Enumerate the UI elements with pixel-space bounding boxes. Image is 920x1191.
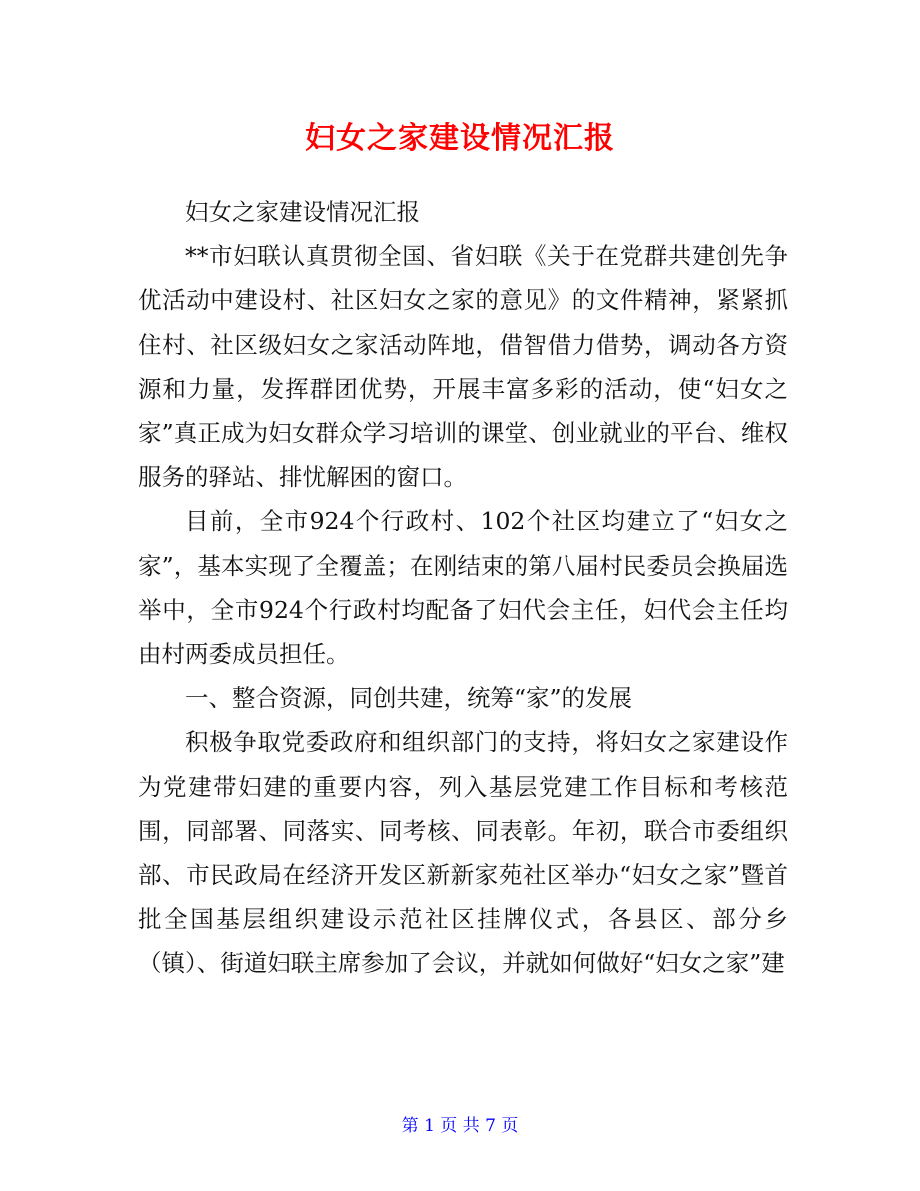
section-heading-1: 一、整合资源，同创共建，统筹“家”的发展 xyxy=(185,684,633,713)
document-body xyxy=(138,190,788,986)
paragraph-subtitle: 妇女之家建设情况汇报 xyxy=(185,198,420,226)
page-number-footer: 第 1 页 共 7 页 xyxy=(401,1116,519,1136)
document-title: 妇女之家建设情况汇报 xyxy=(305,121,615,156)
paragraph-status: 目前，全市924个行政村、102个社区均建立了“妇女之家”，基本实现了全覆盖；在刚结束的第八届村民委员会换届选举中，全市924个行政村均配备了妇代会主任，妇代会主任均由村两委成员担任。 xyxy=(138,507,788,669)
paragraph-intro: **市妇联认真贯彻全国、省妇联《关于在党群共建创先争优活动中建设村、社区妇女之家的意见》的文件精神，紧紧抓住村、社区级妇女之家活动阵地，借智借力借势，调动各方资源和力量，发挥群团优势，开展丰富多彩的活动，使“妇女之家”真正成为妇女群众学习培训的课堂、创业就业的平台、维权服务的驿站、排忧解困的窗口。 xyxy=(138,242,788,492)
paragraph-section-1: 积极争取党委政府和组织部门的支持，将妇女之家建设作为党建带妇建的重要内容，列入基层党建工作目标和考核范围，同部署、同落实、同考核、同表彰。年初，联合市委组织部、市民政局在经济开发区新新家苑社区举办“妇女之家”暨首批全国基层组织建设示范社区挂牌仪式，各县区、部分乡（镇）、街道妇联主席参加了会议，并就如何做好“妇女之家”建 xyxy=(138,728,788,978)
